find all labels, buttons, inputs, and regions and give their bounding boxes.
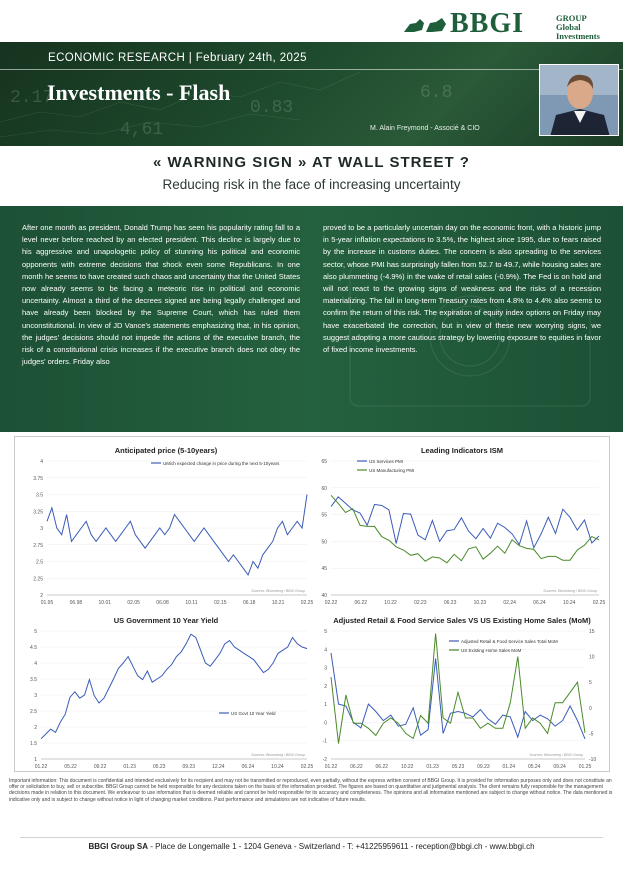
x-tick-label: 02.22 — [324, 600, 338, 606]
svg-text:4,61: 4,61 — [120, 120, 164, 140]
dateline: ECONOMIC RESEARCH | February 24th, 2025 — [48, 52, 307, 64]
chart-title: Anticipated price (5-10years) — [114, 446, 218, 455]
y-tick-label: 4.5 — [30, 645, 37, 651]
footer — [0, 842, 623, 851]
subheadline: Reducing risk in the face of increasing uncertainty — [162, 177, 461, 192]
chart-title: Adjusted Retail & Food Service Sales VS US Existing Home Sales (MoM) — [333, 616, 591, 625]
y-tick-label: 2.5 — [36, 559, 43, 566]
x-tick-label: 02.25 — [592, 600, 606, 606]
legend-label: Adjusted Retail & Food Service Sales Total MoM — [461, 639, 558, 644]
y-tick-label: 55 — [321, 512, 327, 519]
y-tick-label: 3 — [40, 526, 43, 532]
y2-tick-label: 15 — [589, 629, 595, 635]
x-tick-label: 06.98 — [69, 600, 83, 606]
chart-title: Leading Indicators ISM — [420, 446, 504, 455]
header-rule — [0, 69, 623, 70]
y-tick-label: 3.25 — [33, 509, 43, 516]
source-note: Sources: Bloomberg / BBGI Group — [529, 753, 583, 757]
x-tick-label: 01.95 — [40, 600, 54, 606]
y-tick-label: 5 — [34, 629, 37, 635]
x-tick-label: 02.05 — [127, 600, 140, 606]
x-tick-label: 02.15 — [214, 600, 227, 606]
article-column-2: proved to be a particularly uncertain day on the economic front, with a historic jump in 5-year inflation expectations to 3.5%, the highest since 1995, due to fears raised by the increase in customs duties. The concern is also spreading to the services sector, whose PMI has surprisingly fallen from 52.7 to 49.7, while housing sales are also plummeting (-4.9%) in the wake of retail sales (-0.9%). The Fed is on hold and will not react to the growing signs of weakness and the risks of a recession materializing. The fall in long-term Treasury rates from 4.8% to 4.4% also seems to confirm the return of this risk. The expiration of equity index options on Friday may have exacerbated the correction, but in view of these new worrying signs, we suggest adopting a more cautious strategy by lowering exposure to equities in favor of fixed income investments. — [323, 223, 601, 355]
x-tick-label: 01.24 — [502, 764, 516, 770]
retail-vs-housing-chart — [317, 609, 607, 771]
chart-title: US Government 10 Year Yield — [113, 616, 219, 625]
y-tick-label: 1 — [34, 757, 37, 763]
ism-chart — [317, 439, 607, 607]
x-tick-label: 05.23 — [451, 764, 465, 770]
author-photo — [539, 64, 619, 136]
brand-group — [556, 14, 600, 41]
y-tick-label: 65 — [321, 459, 327, 465]
y-tick-label: 0 — [324, 720, 327, 727]
x-tick-label: 06.22 — [350, 764, 363, 770]
x-tick-label: 06.24 — [533, 600, 546, 606]
y-tick-label: 2 — [324, 683, 327, 690]
x-tick-label: 05.22 — [64, 764, 77, 770]
svg-text:0.83: 0.83 — [250, 98, 294, 118]
y-tick-label: 2.5 — [30, 709, 37, 715]
x-tick-label: 01.23 — [123, 764, 136, 770]
publication-title: Investments - Flash — [47, 80, 231, 105]
bbgi-logo — [400, 10, 615, 40]
y-tick-label: 3.5 — [36, 492, 43, 499]
y-tick-label: 3.5 — [30, 677, 37, 683]
x-tick-label: 10.11 — [185, 600, 198, 606]
brand-name: BBGI — [450, 8, 525, 39]
x-tick-label: 12.24 — [212, 764, 225, 770]
y-tick-label: 4 — [40, 459, 43, 465]
y-tick-label: 4 — [34, 661, 37, 667]
y-tick-label: 3.75 — [33, 475, 43, 482]
y-tick-label: 40 — [321, 593, 327, 599]
x-tick-label: 02.24 — [503, 600, 516, 606]
x-tick-label: 10.23 — [473, 600, 487, 606]
source-note: Sources: Bloomberg / BBGI Group — [251, 753, 305, 757]
chart-panel-ism — [317, 439, 607, 607]
y-tick-label: 2 — [34, 725, 37, 731]
headline: « WARNING SIGN » AT WALL STREET ? — [153, 154, 470, 171]
y2-tick-label: 0 — [589, 705, 592, 712]
x-tick-label: 10.21 — [271, 600, 285, 606]
y2-tick-label: 10 — [589, 654, 595, 661]
x-tick-label: 02.25 — [300, 764, 313, 770]
x-tick-label: 10.24 — [562, 600, 576, 606]
charts-grid — [14, 436, 610, 772]
legend-label: US Govt 10 Year Yield — [231, 711, 276, 716]
x-tick-label: 09.22 — [93, 764, 107, 770]
x-tick-label: 09.24 — [553, 764, 566, 770]
svg-text:2.17: 2.17 — [10, 88, 54, 108]
portrait-image — [540, 65, 619, 136]
y-tick-label: 2.75 — [33, 542, 43, 549]
series-line — [331, 495, 599, 563]
bull-bear-icon — [402, 14, 448, 36]
y-tick-label: 45 — [321, 566, 327, 573]
y2-tick-label: -5 — [589, 731, 594, 738]
y-tick-label: 2 — [40, 593, 43, 599]
author: M. Alain Freymond - Associé & CIO — [370, 125, 480, 132]
x-tick-label: 05.23 — [152, 764, 166, 770]
treasury-10y-chart — [19, 609, 313, 771]
x-tick-label: 06.22 — [354, 600, 368, 606]
x-tick-label: 10.24 — [271, 764, 284, 770]
brand-group-line3: Investments — [556, 31, 600, 41]
y-tick-label: -1 — [322, 738, 327, 745]
y-tick-label: 2.25 — [33, 576, 43, 583]
inflation-expectations-chart — [19, 439, 313, 607]
chart-panel-10y — [19, 609, 313, 771]
y-tick-label: 60 — [321, 485, 327, 492]
x-tick-label: 01.25 — [578, 764, 592, 770]
footer-rule — [20, 837, 603, 838]
x-tick-label: 06.08 — [156, 600, 169, 606]
article-column-1: After one month as president, Donald Trump has seen his popularity rating fall to a level never before reached by an elected president. This decline is largely due to his aggressive and unapologetic policy of stunning his political and economic opponents with extreme decisions that shock even some Republicans. In one month he seems to have created such chaos and uncertainty that the United States now already seems to be facing a meteoric rise in political and economic uncertainty. Almost a third of the decrees signed are being legally challenged and have already been blocked by the Supreme Court, which has ruled them unconstitutional. In view of JD Vance's statements emphasizing that, in his opinion, the judges' decisions should not impede the actions of the executive branch, the risk of a constitutional crisis increases if the executive branch does not obey the judges' orders. Friday also — [22, 223, 300, 367]
svg-text:6.8: 6.8 — [420, 83, 453, 103]
chart-panel-inflation — [19, 439, 313, 607]
y-tick-label: 3 — [324, 665, 327, 672]
brand-group-line1: GROUP — [556, 13, 587, 23]
y-tick-label: 3 — [34, 693, 37, 699]
footer-company: BBGI Group SA — [88, 842, 149, 851]
series-line — [47, 495, 307, 575]
x-tick-label: 05.24 — [527, 764, 541, 770]
series-line — [331, 653, 585, 739]
y-tick-label: 1.5 — [30, 741, 37, 747]
legend-label: US Existing Home Sales MoM — [461, 648, 522, 653]
y2-tick-label: 5 — [589, 680, 592, 687]
x-tick-label: 01.22 — [34, 764, 48, 770]
y-tick-label: 50 — [321, 539, 327, 546]
x-tick-label: 02.25 — [300, 600, 313, 606]
x-tick-label: 09.23 — [477, 764, 490, 770]
x-tick-label: 10.22 — [400, 764, 414, 770]
source-note: Sources: Bloomberg / BBGI Group — [543, 589, 597, 593]
disclaimer: Important information: This document is confidential and intended exclusively for its recipient and may not be transmitted or reproduced, even partially, without the express written consent of BBGI Group. It is provided for information purposes only and does not constitute an offer or solicitation to buy, sell or subscribe. BBGI Group cannot be held responsible for any decisions taken on the basis of the information provided. The figures are based on quantitative and judgmental analysis. The client remains fully responsible for the management decisions made in relation to this document. We endeavour to use information that is deemed reliable and cannot be held responsible for its accuracy and completeness. The opinions and all information mentioned are subject to change without notice. The data mentioned is indicative only and is subject to change without notice in light of changing market conditions. Past performance and simulations are not indicative of future results. — [9, 778, 613, 803]
x-tick-label: 10.22 — [384, 600, 397, 606]
header-band — [0, 42, 623, 146]
source-note: Sources: Bloomberg / BBGI Group — [251, 589, 305, 593]
x-tick-label: 06.24 — [241, 764, 255, 770]
x-tick-label: 10.01 — [98, 600, 112, 606]
x-tick-label: 02.23 — [414, 600, 427, 606]
y-tick-label: 5 — [324, 629, 327, 635]
legend-label: UMich expected change in price during the next 5-10years — [163, 461, 280, 466]
series-line — [41, 634, 307, 739]
article-section — [0, 206, 623, 432]
series-line — [331, 497, 599, 548]
y-tick-label: -2 — [322, 757, 327, 763]
x-tick-label: 01.22 — [324, 764, 338, 770]
legend-label: US Services PMI — [369, 459, 404, 464]
brand-group-line2: Global — [556, 22, 581, 32]
y-tick-label: 4 — [324, 647, 327, 654]
x-tick-label: 06.18 — [242, 600, 256, 606]
x-tick-label: 06.23 — [443, 600, 457, 606]
x-tick-label: 01.23 — [426, 764, 439, 770]
y2-tick-label: -10 — [589, 757, 597, 763]
y-tick-label: 1 — [324, 702, 327, 709]
x-tick-label: 09.23 — [182, 764, 196, 770]
chart-panel-retail-housing — [317, 609, 607, 771]
x-tick-label: 06.22 — [375, 764, 389, 770]
footer-address: - Place de Longemalle 1 - 1204 Geneva - Switzerland - T: +41225959611 - reception@bbgi.ch - www.bbgi.ch — [148, 842, 535, 851]
legend-label: US Manufacturing PMI — [369, 468, 415, 473]
